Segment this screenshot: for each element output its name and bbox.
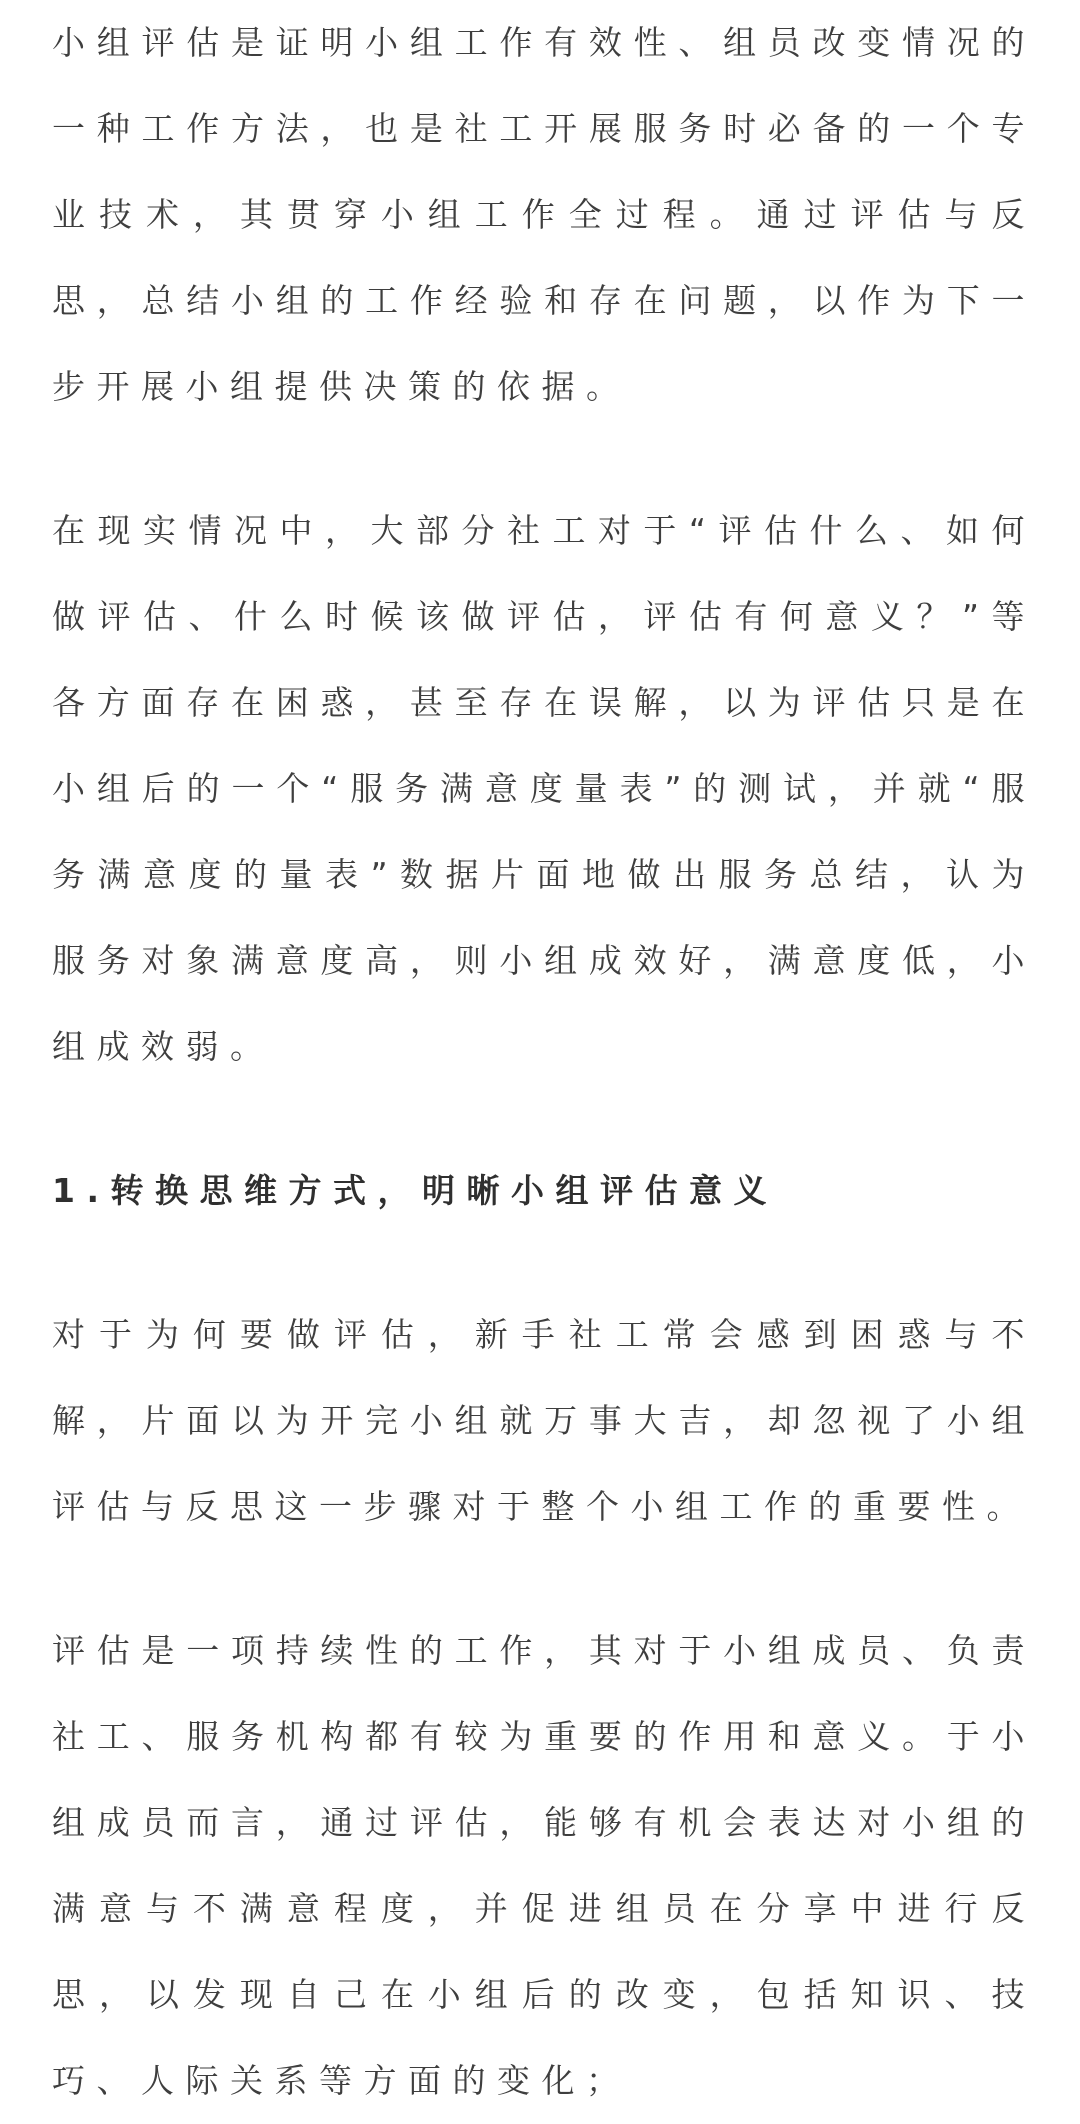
- context-paragraph: 在现实情况中，大部分社工对于“评估什么、如何做评估、什么时候该做评估，评估有何意义？”等各方面存在困惑，甚至存在误解，以为评估只是在小组后的一个“服务满意度量表”的测试，并就“服务满意度的量表”数据片面地做出服务总结，认为服务对象满意度高，则小组成效好，满意度低，小组成效弱。: [52, 511, 1036, 1066]
- section-heading: 1.转换思维方式，明晰小组评估意义: [52, 1171, 778, 1210]
- intro-paragraph: 小组评估是证明小组工作有效性、组员改变情况的一种工作方法，也是社工开展服务时必备的一个专业技术，其贯穿小组工作全过程。通过评估与反思，总结小组的工作经验和存在问题，以作为下一步开展小组提供决策的依据。: [52, 23, 1036, 406]
- section-paragraph-2: 评估是一项持续性的工作，其对于小组成员、负责社工、服务机构都有较为重要的作用和意义。于小组成员而言，通过评估，能够有机会表达对小组的满意与不满意程度，并促进组员在分享中进行反思，以发现自己在小组后的改变，包括知识、技巧、人际关系等方面的变化；: [52, 1631, 1036, 2100]
- section-paragraph-1: 对于为何要做评估，新手社工常会感到困惑与不解，片面以为开完小组就万事大吉，却忽视了小组评估与反思这一步骤对于整个小组工作的重要性。: [52, 1315, 1036, 1526]
- article-body: [52, 0, 1036, 2124]
